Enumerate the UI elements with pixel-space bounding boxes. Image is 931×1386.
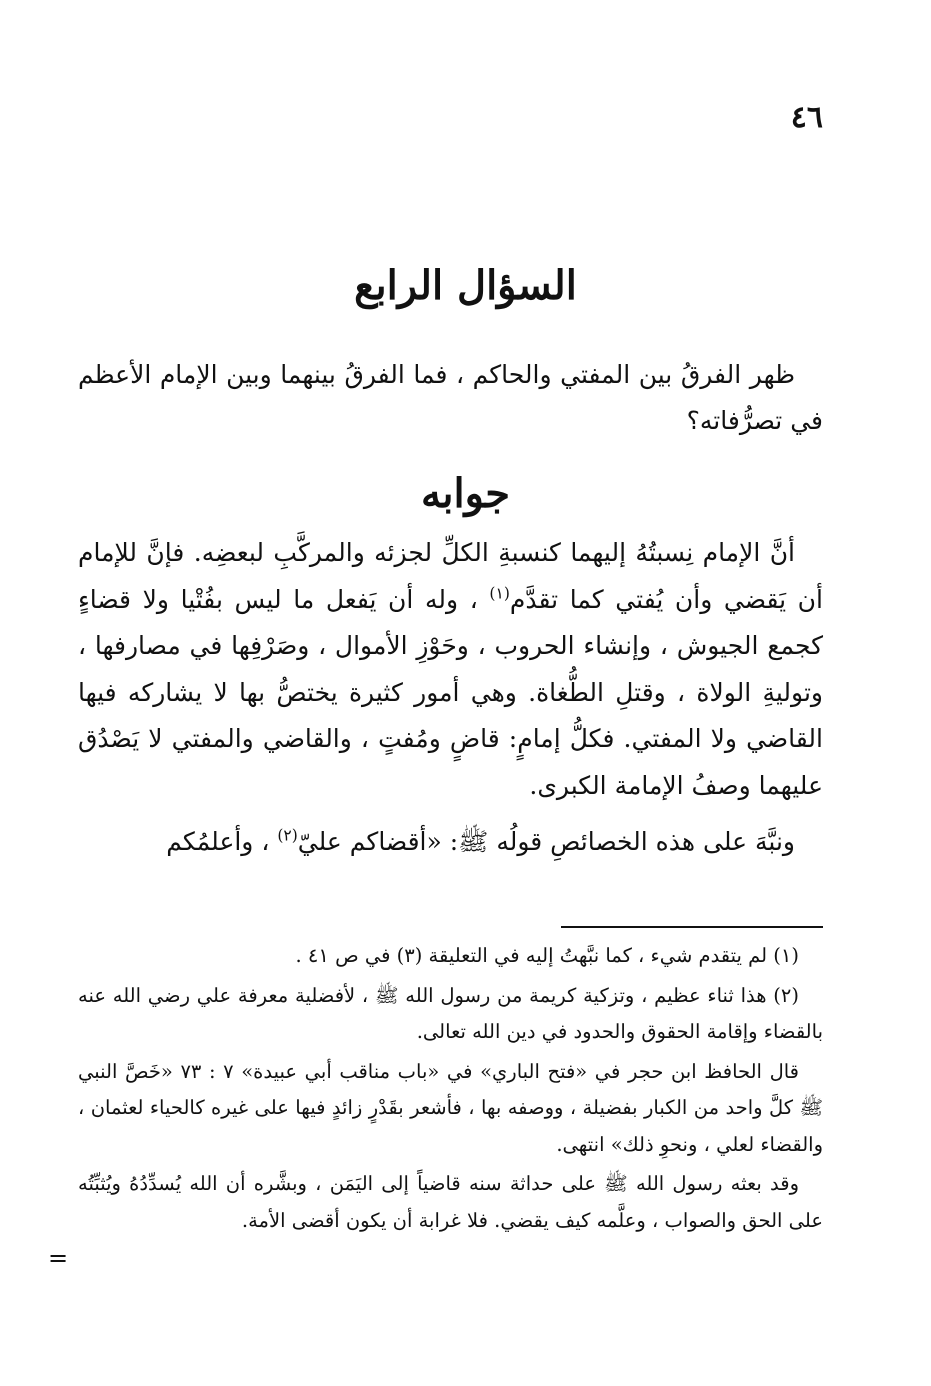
question-text: ظهر الفرقُ بين المفتي والحاكم ، فما الفرقُ بينهما وبين الإمام الأعظم في تصرُّفاته؟	[78, 360, 823, 435]
footnote-ref-1[interactable]: (١)	[489, 584, 510, 603]
answer-paragraph-2-text-b: ، وأعلمُكم	[166, 827, 278, 856]
answer-paragraph-1	[78, 530, 823, 809]
footnote-ref-2[interactable]: (٢)	[277, 826, 298, 845]
answer-paragraph-1-text-a: أنَّ الإمام نِسبتُهُ إليهما كنسبةِ الكلِّ لجزئه والمركَّبِ لبعضِه. فإنَّ للإمام أن يَقضي وأن يُفتي كما تقدَّم	[78, 538, 823, 614]
page-number: ٤٦	[790, 100, 823, 135]
footnote-2-quote: قال الحافظ ابن حجر في «فتح الباري» في «باب مناقب أبي عبيدة» ٧ : ٧٣ «خَصَّ النبي ﷺ كلَّ واحد من الكبار بفضيلة ، ووصفه بها ، فأشعر بقَدْرٍ زائدٍ فيها على غيره كالحياء لعثمان ، والقضاء لعلي ، ونحوِ ذلك» انتهى.	[78, 1059, 823, 1156]
answer-body	[78, 530, 823, 866]
footnote-2-continuation: وقد بعثه رسول الله ﷺ على حداثة سنه قاضياً إلى اليَمَن ، وبشَّره أن الله يُسدِّدُهُ ويُثبِّتُه على الحق والصواب ، وعلَّمه كيف يقضي. فلا غرابة أن يكون أقضى الأمة.	[78, 1172, 823, 1232]
footnote-divider	[561, 926, 823, 928]
answer-paragraph-1-text-b: ، وله أن يَفعل ما ليس بفُتْيا ولا قضاءٍ كجمع الجيوش ، وإنشاء الحروب ، وحَوْزِ الأموال ، وصَرْفِها في مصارفها ، وتوليةِ الولاة ، وقتلِ الطُّغاة. وهي أمور كثيرة يختصُّ بها لا يشاركه فيها القاضي ولا المفتي. فكلُّ إمامٍ: قاضٍ ومُفتٍ ، والقاضي والمفتي لا يَصْدُق عليهما وصفُ الإمامة الكبرى.	[78, 584, 823, 800]
answer-paragraph-2	[78, 819, 823, 866]
footnote-1: (١) لم يتقدم شيء ، كما نبَّهتُ إليه في التعليقة (٣) في ص ٤١ .	[295, 944, 799, 967]
continuation-mark: =	[48, 1244, 69, 1272]
answer-heading: جوابه	[420, 470, 511, 517]
footnote-2: (٢) هذا ثناء عظيم ، وتزكية كريمة من رسول الله ﷺ ، لأفضلية معرفة علي رضي الله عنه بالقضاء وإقامة الحقوق والحدود في دين الله تعالى.	[78, 983, 823, 1043]
answer-paragraph-2-text-a: ونبَّهَ على هذه الخصائصِ قولُه ﷺ: «أقضاكم عليّ	[297, 827, 795, 856]
footnotes	[78, 938, 823, 1239]
question-heading: السؤال الرابع	[354, 262, 577, 309]
